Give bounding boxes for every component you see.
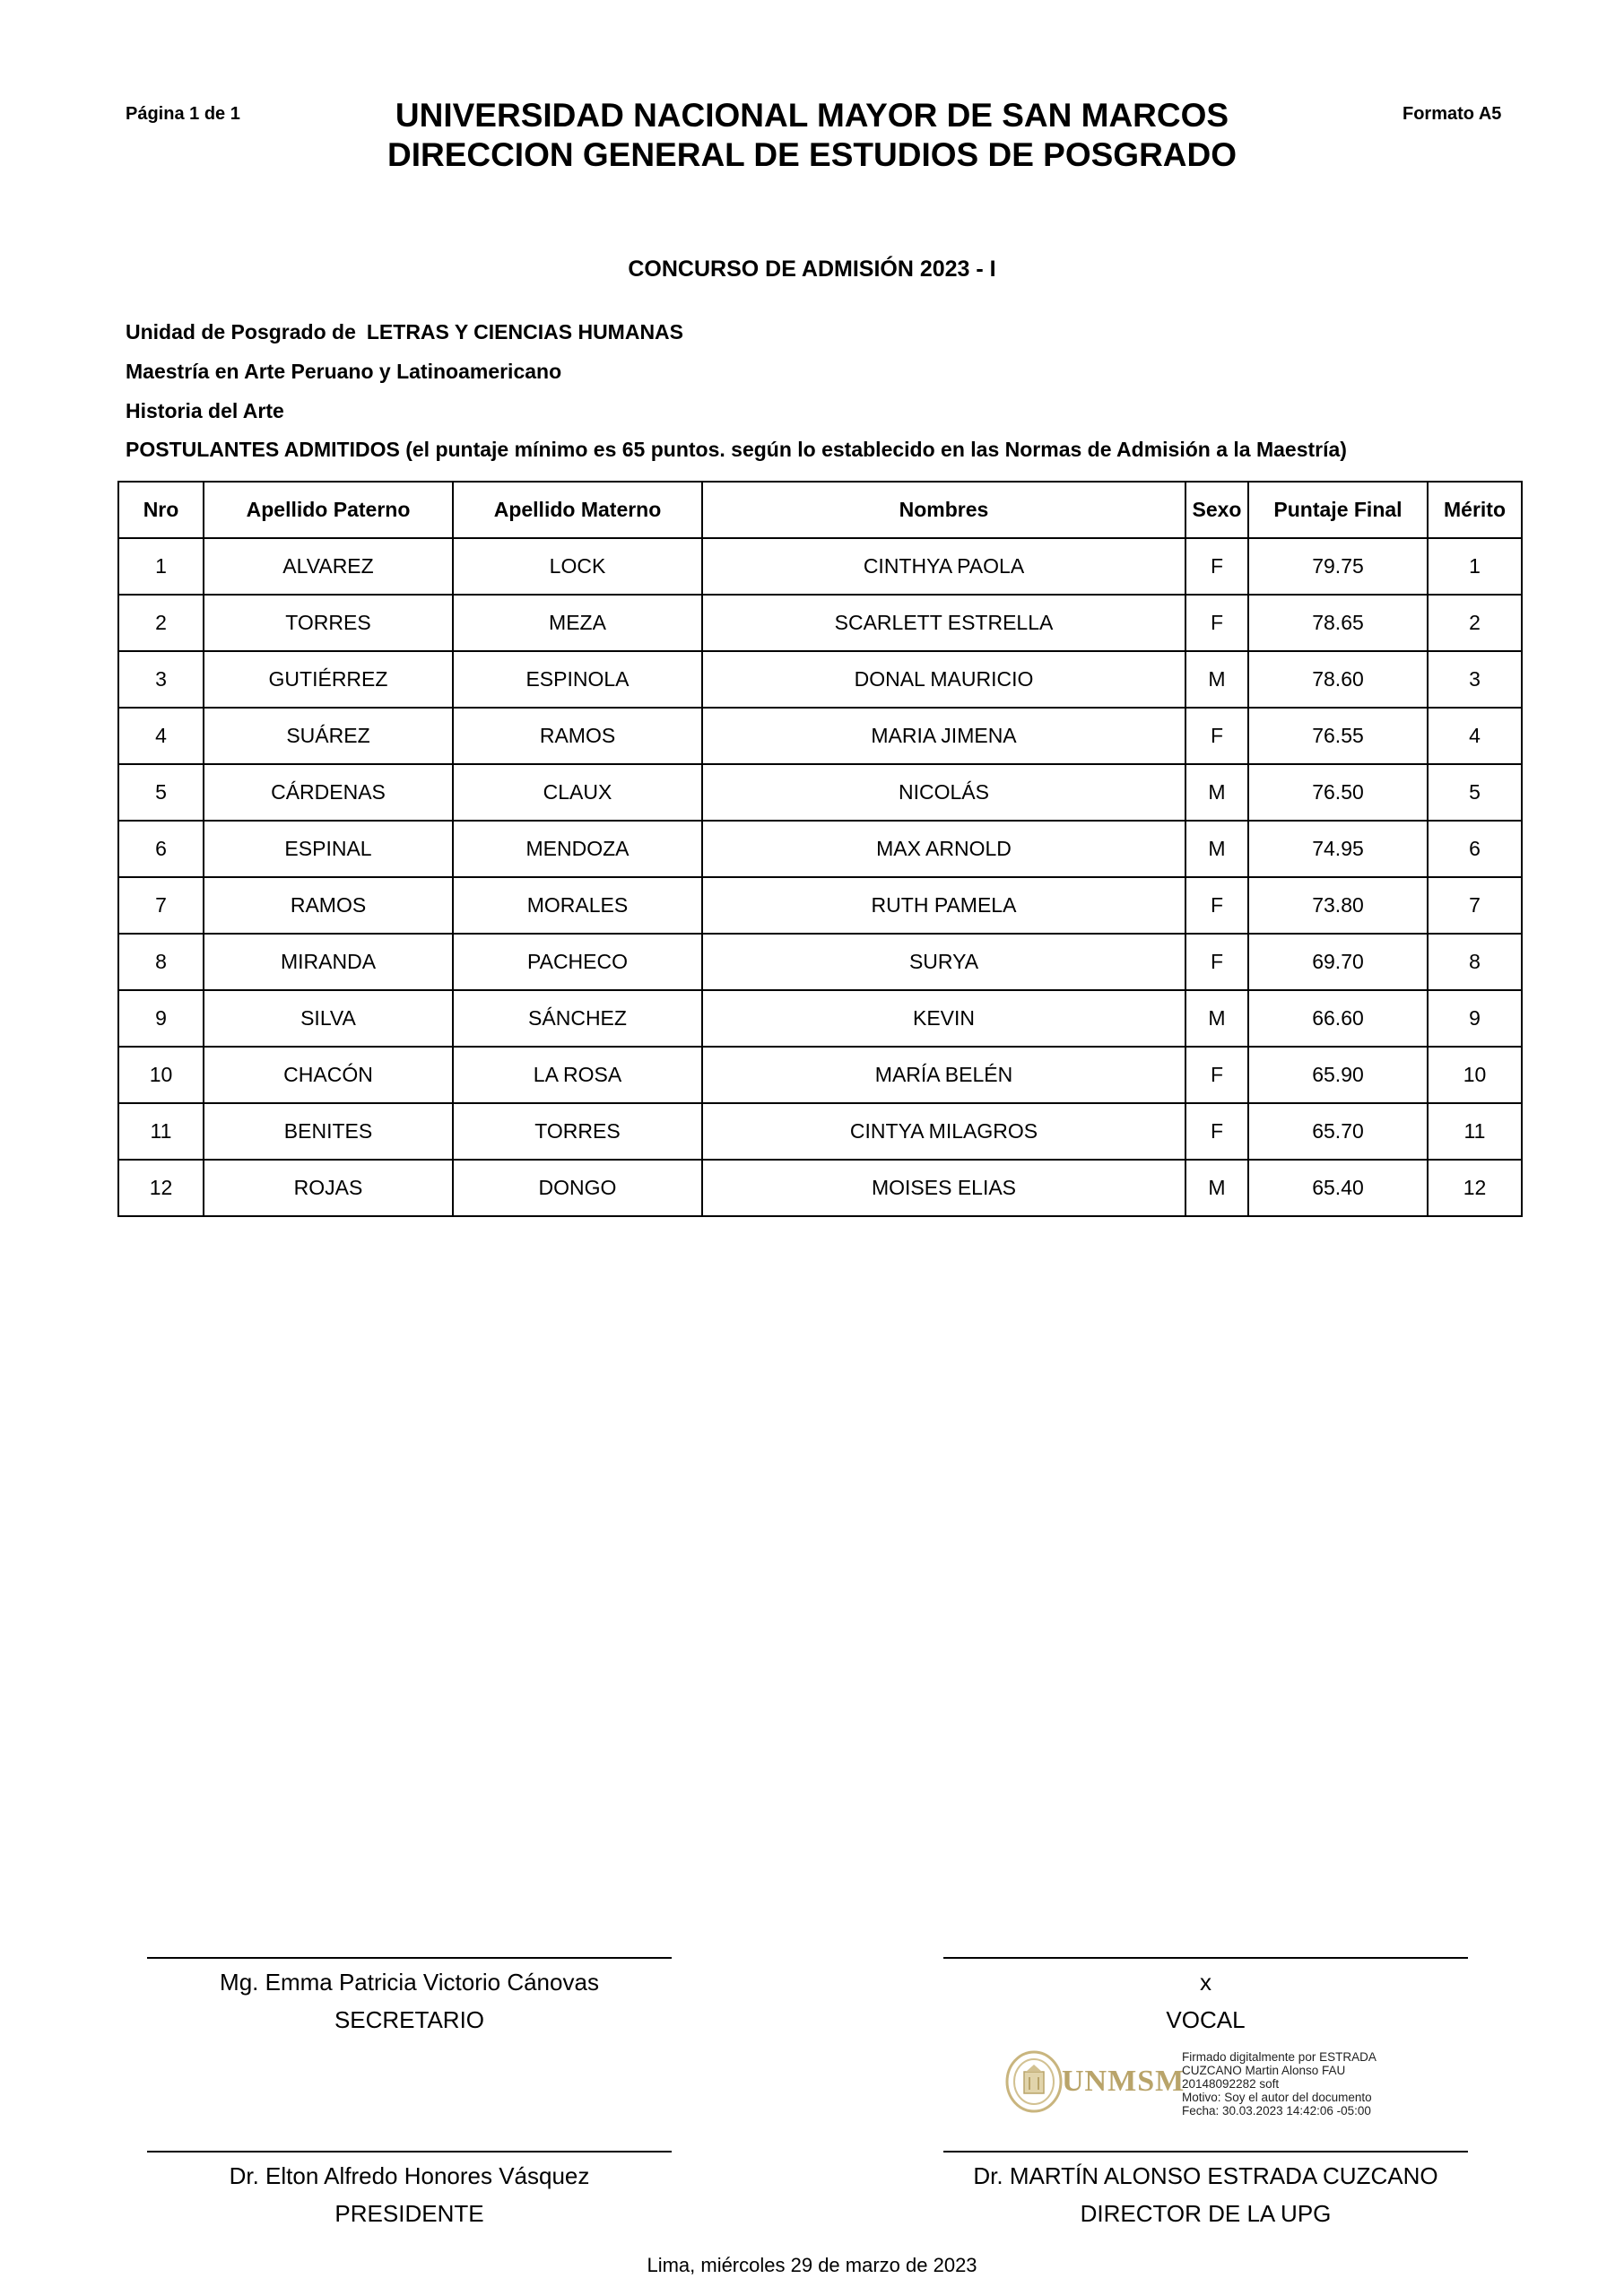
stamp-line: Motivo: Soy el autor del documento (1182, 2091, 1372, 2104)
vocal-role: VOCAL (1166, 2006, 1246, 2033)
cell-puntaje-final: 65.40 (1248, 1160, 1428, 1216)
cell-apellido-paterno: CÁRDENAS (204, 764, 453, 821)
cell-merito: 11 (1428, 1103, 1522, 1160)
cell-puntaje-final: 74.95 (1248, 821, 1428, 877)
cell-merito: 12 (1428, 1160, 1522, 1216)
cell-nro: 3 (118, 651, 204, 708)
cell-apellido-paterno: BENITES (204, 1103, 453, 1160)
program-name: Maestría en Arte Peruano y Latinoamericano (126, 360, 562, 383)
cell-puntaje-final: 79.75 (1248, 538, 1428, 595)
direction-title: DIRECCION GENERAL DE ESTUDIOS DE POSGRADO (386, 136, 1238, 173)
format-label: Formato A5 (1403, 104, 1502, 124)
table-row (118, 595, 1522, 651)
president-name: Dr. Elton Alfredo Honores Vásquez (229, 2162, 590, 2189)
cell-sexo: M (1185, 651, 1248, 708)
cell-apellido-paterno: MIRANDA (204, 934, 453, 990)
secretary-signature-line (147, 1957, 672, 1959)
cell-puntaje-final: 76.50 (1248, 764, 1428, 821)
cell-apellido-paterno: ALVAREZ (204, 538, 453, 595)
cell-merito: 1 (1428, 538, 1522, 595)
cell-sexo: M (1185, 821, 1248, 877)
digital-signature-stamp (1004, 2050, 1417, 2118)
cell-apellido-materno: LOCK (453, 538, 702, 595)
cell-nro: 6 (118, 821, 204, 877)
cell-nombres: CINTYA MILAGROS (702, 1103, 1185, 1160)
contest-title: CONCURSO DE ADMISIÓN 2023 - I (628, 257, 996, 282)
cell-nro: 1 (118, 538, 204, 595)
cell-apellido-materno: PACHECO (453, 934, 702, 990)
cell-merito: 5 (1428, 764, 1522, 821)
cell-nombres: MOISES ELIAS (702, 1160, 1185, 1216)
page-number: Página 1 de 1 (126, 104, 240, 124)
header-nro: Nro (118, 482, 204, 538)
cell-nombres: KEVIN (702, 990, 1185, 1047)
cell-apellido-materno: MENDOZA (453, 821, 702, 877)
cell-apellido-materno: MORALES (453, 877, 702, 934)
header-merito: Mérito (1428, 482, 1522, 538)
table-row (118, 934, 1522, 990)
cell-sexo: F (1185, 877, 1248, 934)
table-row (118, 1103, 1522, 1160)
table-row (118, 990, 1522, 1047)
cell-apellido-paterno: RAMOS (204, 877, 453, 934)
cell-puntaje-final: 78.60 (1248, 651, 1428, 708)
cell-nombres: CINTHYA PAOLA (702, 538, 1185, 595)
cell-nombres: NICOLÁS (702, 764, 1185, 821)
cell-puntaje-final: 65.70 (1248, 1103, 1428, 1160)
mention-name: Historia del Arte (126, 399, 284, 422)
cell-nombres: MARIA JIMENA (702, 708, 1185, 764)
cell-merito: 6 (1428, 821, 1522, 877)
table-row (118, 651, 1522, 708)
cell-merito: 7 (1428, 877, 1522, 934)
document-date: Lima, miércoles 29 de marzo de 2023 (647, 2254, 977, 2276)
table-row (118, 538, 1522, 595)
cell-sexo: F (1185, 708, 1248, 764)
cell-nombres: SURYA (702, 934, 1185, 990)
cell-nro: 11 (118, 1103, 204, 1160)
cell-nombres: DONAL MAURICIO (702, 651, 1185, 708)
stamp-text (1182, 2050, 1376, 2118)
cell-nro: 9 (118, 990, 204, 1047)
director-signature-line (943, 2151, 1468, 2152)
table-body (118, 538, 1522, 1216)
cell-nro: 8 (118, 934, 204, 990)
cell-sexo: F (1185, 538, 1248, 595)
cell-nro: 5 (118, 764, 204, 821)
table-row (118, 708, 1522, 764)
cell-apellido-materno: TORRES (453, 1103, 702, 1160)
cell-sexo: F (1185, 1047, 1248, 1103)
cell-merito: 8 (1428, 934, 1522, 990)
table-row (118, 821, 1522, 877)
cell-puntaje-final: 69.70 (1248, 934, 1428, 990)
secretary-role: SECRETARIO (334, 2006, 485, 2033)
header-puntaje-final: Puntaje Final (1248, 482, 1428, 538)
cell-apellido-materno: RAMOS (453, 708, 702, 764)
cell-puntaje-final: 65.90 (1248, 1047, 1428, 1103)
admitted-applicants-table (117, 481, 1523, 1217)
cell-merito: 9 (1428, 990, 1522, 1047)
header-nombres: Nombres (702, 482, 1185, 538)
admitted-note: POSTULANTES ADMITIDOS (el puntaje mínimo es 65 puntos. según lo establecido en las Normas de Admisión a la Maestría) (126, 438, 1347, 461)
cell-apellido-materno: DONGO (453, 1160, 702, 1216)
president-signature-line (147, 2151, 672, 2152)
cell-apellido-paterno: ESPINAL (204, 821, 453, 877)
cell-nro: 4 (118, 708, 204, 764)
cell-apellido-materno: LA ROSA (453, 1047, 702, 1103)
cell-puntaje-final: 78.65 (1248, 595, 1428, 651)
cell-puntaje-final: 73.80 (1248, 877, 1428, 934)
vocal-name: x (1200, 1969, 1211, 1996)
header-apellido-paterno: Apellido Paterno (204, 482, 453, 538)
cell-apellido-materno: SÁNCHEZ (453, 990, 702, 1047)
stamp-line: 20148092282 soft (1182, 2077, 1280, 2091)
cell-nro: 12 (118, 1160, 204, 1216)
cell-merito: 4 (1428, 708, 1522, 764)
cell-nombres: RUTH PAMELA (702, 877, 1185, 934)
vocal-signature-line (943, 1957, 1468, 1959)
unit-line (126, 320, 683, 344)
cell-merito: 2 (1428, 595, 1522, 651)
director-role: DIRECTOR DE LA UPG (1080, 2200, 1332, 2227)
table-row (118, 877, 1522, 934)
cell-sexo: F (1185, 934, 1248, 990)
university-title: UNIVERSIDAD NACIONAL MAYOR DE SAN MARCOS (395, 97, 1229, 134)
unit-value: LETRAS Y CIENCIAS HUMANAS (366, 320, 684, 344)
cell-apellido-paterno: SUÁREZ (204, 708, 453, 764)
cell-nombres: MARÍA BELÉN (702, 1047, 1185, 1103)
cell-nro: 2 (118, 595, 204, 651)
director-name: Dr. MARTÍN ALONSO ESTRADA CUZCANO (973, 2162, 1438, 2189)
header-sexo: Sexo (1185, 482, 1248, 538)
president-role: PRESIDENTE (334, 2200, 484, 2227)
cell-puntaje-final: 76.55 (1248, 708, 1428, 764)
cell-sexo: M (1185, 990, 1248, 1047)
cell-nro: 10 (118, 1047, 204, 1103)
stamp-line: Fecha: 30.03.2023 14:42:06 -05:00 (1182, 2104, 1371, 2118)
cell-apellido-materno: MEZA (453, 595, 702, 651)
cell-apellido-paterno: ROJAS (204, 1160, 453, 1216)
cell-nombres: MAX ARNOLD (702, 821, 1185, 877)
university-seal-icon (1004, 2050, 1064, 2113)
cell-apellido-materno: ESPINOLA (453, 651, 702, 708)
unit-label: Unidad de Posgrado de (126, 320, 356, 344)
cell-apellido-paterno: GUTIÉRREZ (204, 651, 453, 708)
cell-merito: 3 (1428, 651, 1522, 708)
table-header-row (118, 482, 1522, 538)
header-apellido-materno: Apellido Materno (453, 482, 702, 538)
cell-sexo: M (1185, 1160, 1248, 1216)
table-row (118, 764, 1522, 821)
cell-sexo: F (1185, 1103, 1248, 1160)
cell-nro: 7 (118, 877, 204, 934)
cell-sexo: M (1185, 764, 1248, 821)
cell-puntaje-final: 66.60 (1248, 990, 1428, 1047)
cell-merito: 10 (1428, 1047, 1522, 1103)
cell-sexo: F (1185, 595, 1248, 651)
table-row (118, 1160, 1522, 1216)
stamp-line: Firmado digitalmente por ESTRADA (1182, 2050, 1376, 2064)
cell-apellido-paterno: SILVA (204, 990, 453, 1047)
stamp-line: CUZCANO Martin Alonso FAU (1182, 2064, 1346, 2077)
cell-apellido-materno: CLAUX (453, 764, 702, 821)
secretary-name: Mg. Emma Patricia Victorio Cánovas (220, 1969, 599, 1996)
stamp-brand: UNMSM (1062, 2065, 1185, 2098)
cell-apellido-paterno: CHACÓN (204, 1047, 453, 1103)
table-row (118, 1047, 1522, 1103)
cell-apellido-paterno: TORRES (204, 595, 453, 651)
cell-nombres: SCARLETT ESTRELLA (702, 595, 1185, 651)
